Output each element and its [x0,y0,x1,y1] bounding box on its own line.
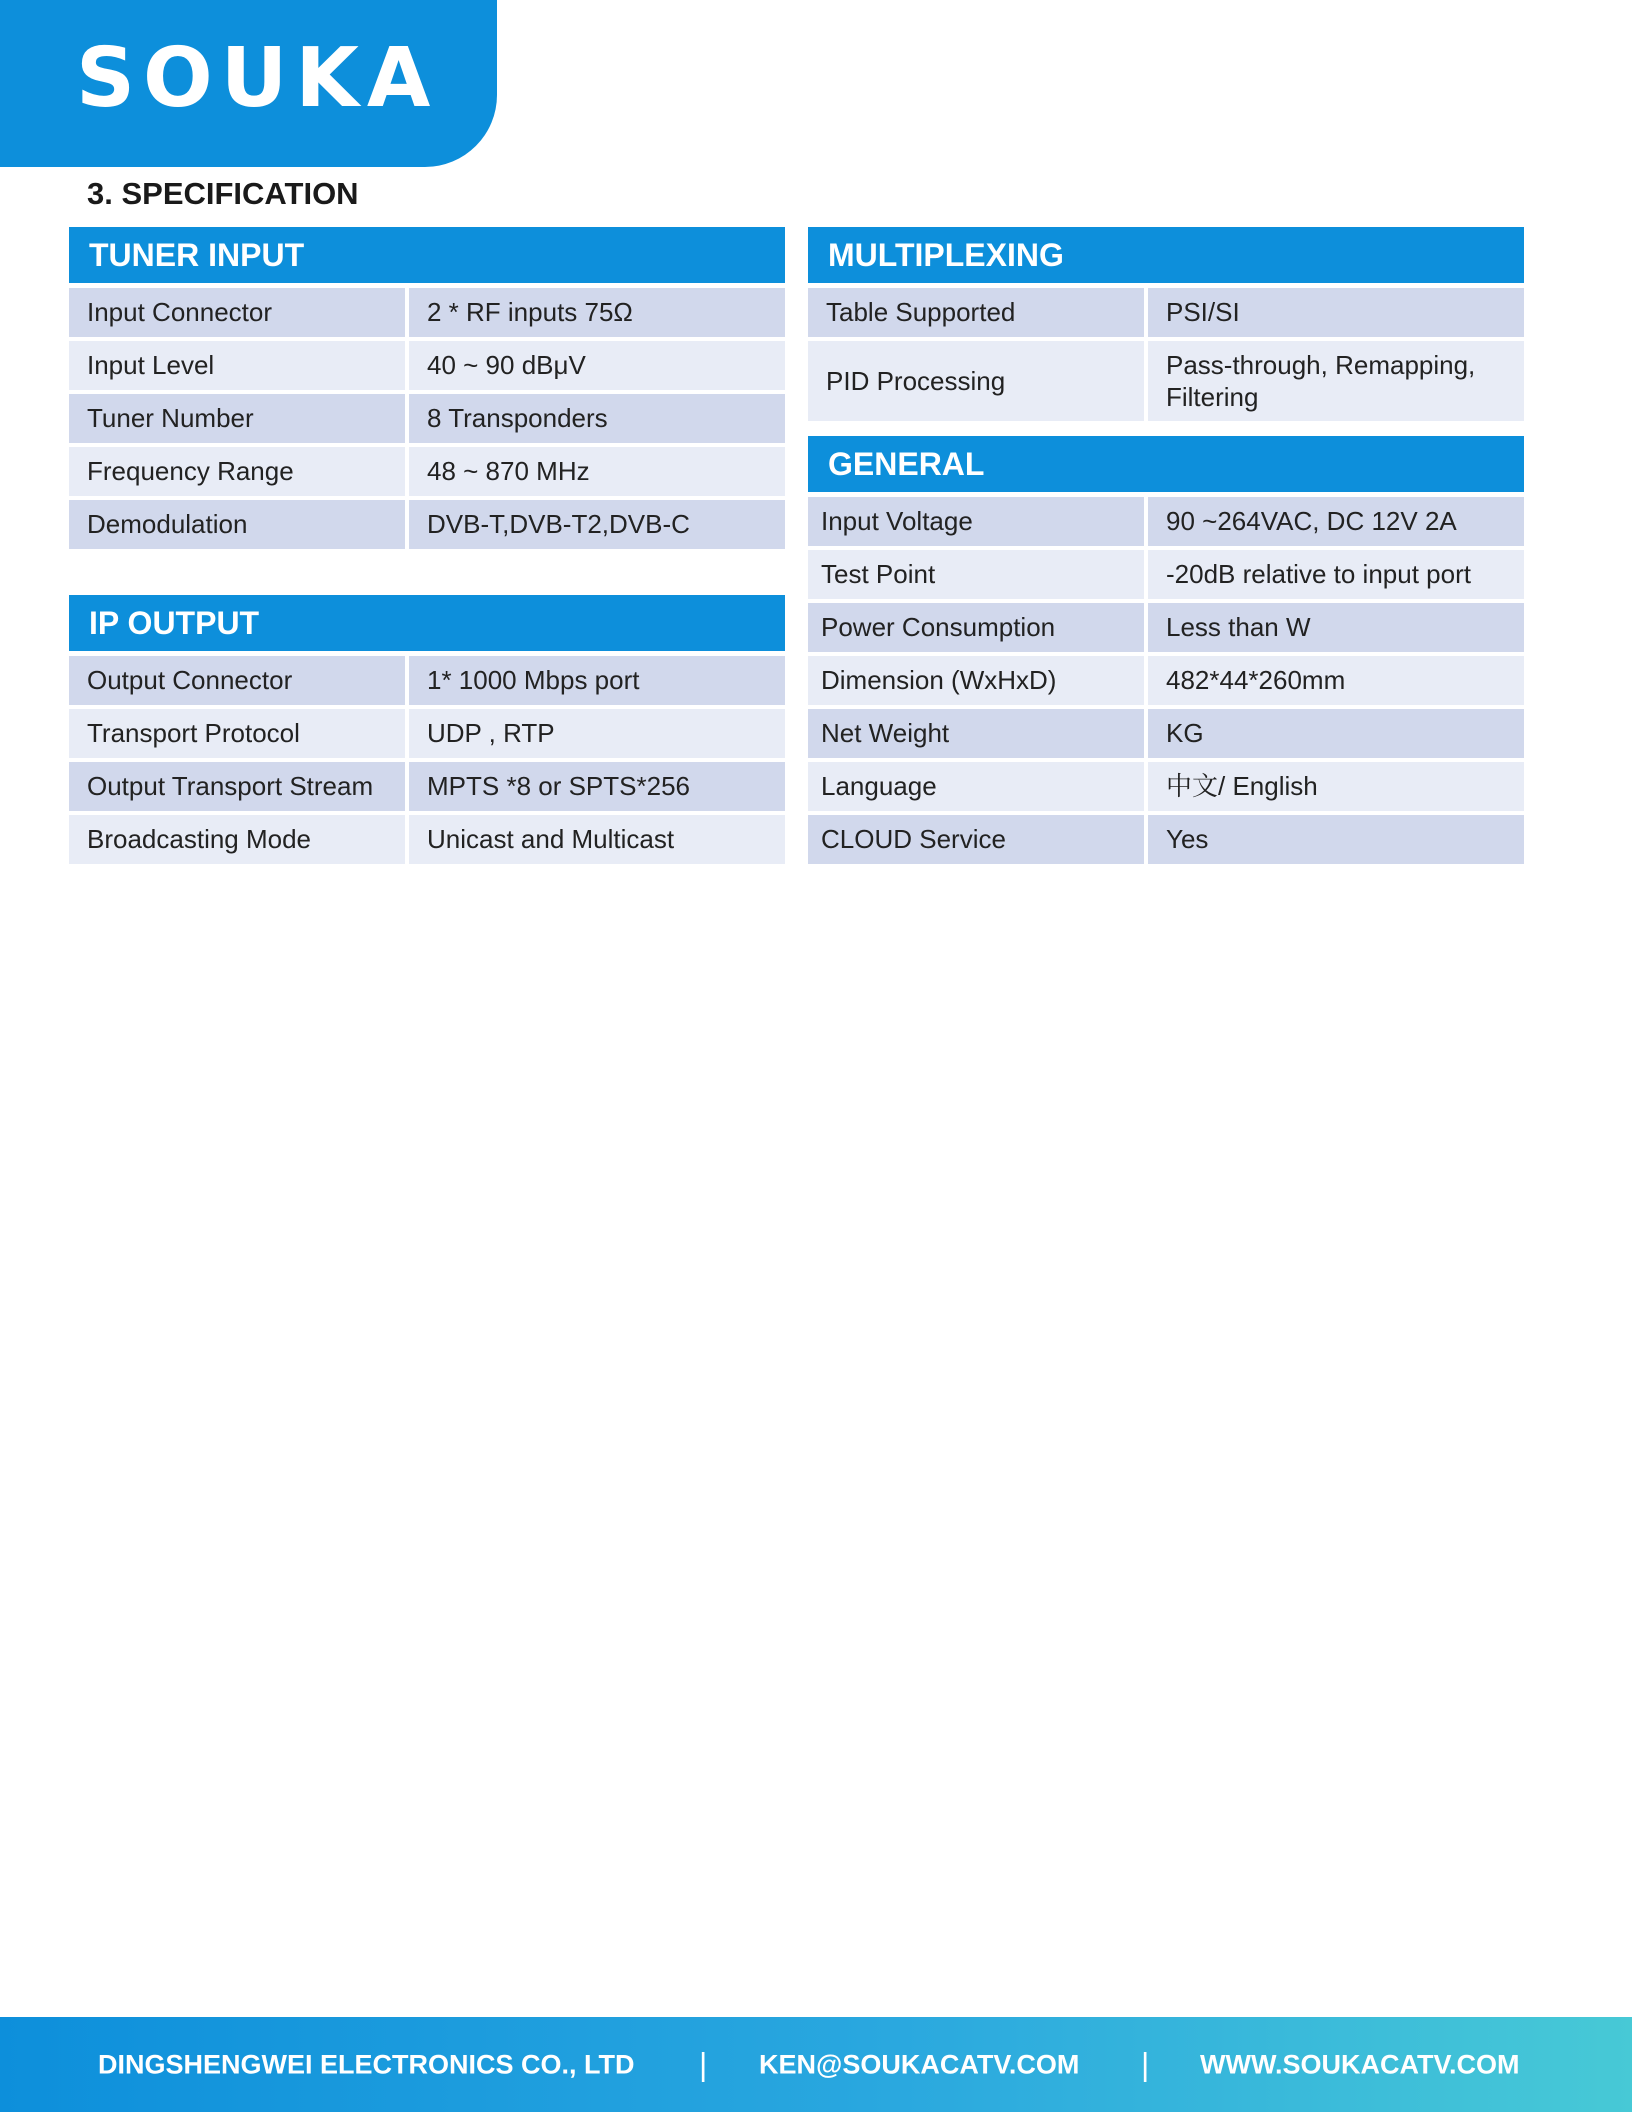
spec-row [69,656,785,705]
spec-label: Test Point [808,550,1144,599]
spec-label: Output Connector [69,656,405,705]
spec-row [808,550,1524,599]
footer-company: DINGSHENGWEI ELECTRONICS CO., LTD [98,2049,635,2079]
brand-logo: SOUKA [76,31,439,126]
spec-value: Yes [1148,815,1524,864]
spec-row [69,394,785,443]
spec-row [808,603,1524,652]
spec-value: -20dB relative to input port [1148,550,1524,599]
spec-label: Frequency Range [69,447,405,496]
section-heading: 3. SPECIFICATION [87,176,359,211]
spec-value: 2 * RF inputs 75Ω [409,288,785,337]
spec-label: Tuner Number [69,394,405,443]
spec-row [808,497,1524,546]
panel-title: GENERAL [808,436,1524,492]
spec-value: 1* 1000 Mbps port [409,656,785,705]
spec-value: 8 Transponders [409,394,785,443]
spec-value: 482*44*260mm [1148,656,1524,705]
spec-row [69,341,785,390]
spec-value: Less than W [1148,603,1524,652]
spec-row [69,500,785,549]
ip-output-panel [69,595,785,868]
spec-row [808,656,1524,705]
spec-value: 90 ~264VAC, DC 12V 2A [1148,497,1524,546]
spec-value: KG [1148,709,1524,758]
spec-value: MPTS *8 or SPTS*256 [409,762,785,811]
footer-email[interactable]: KEN@SOUKACATV.COM [759,2049,1080,2079]
logo-banner [0,0,497,167]
spec-value: PSI/SI [1148,288,1524,337]
panel-title: TUNER INPUT [69,227,785,283]
spec-label: Demodulation [69,500,405,549]
spec-label: Language [808,762,1144,811]
spec-label: Power Consumption [808,603,1144,652]
spec-value: UDP , RTP [409,709,785,758]
spec-row [69,762,785,811]
spec-label: Table Supported [808,288,1144,337]
spec-value: DVB-T,DVB-T2,DVB-C [409,500,785,549]
spec-label: Transport Protocol [69,709,405,758]
spec-value: Unicast and Multicast [409,815,785,864]
tuner-input-panel [69,227,785,553]
spec-value: Pass-through, Remapping, Filtering [1148,341,1524,421]
spec-row [69,709,785,758]
footer-website[interactable]: WWW.SOUKACATV.COM [1200,2049,1520,2079]
panel-title: MULTIPLEXING [808,227,1524,283]
footer-separator: | [1141,2046,1150,2082]
spec-row [69,815,785,864]
footer-bar [0,2017,1632,2112]
panel-title: IP OUTPUT [69,595,785,651]
spec-label: Broadcasting Mode [69,815,405,864]
multiplexing-panel [808,227,1524,425]
spec-value: 中文/ English [1148,762,1524,811]
spec-label: Dimension (WxHxD) [808,656,1144,705]
spec-row [808,709,1524,758]
spec-label: Input Voltage [808,497,1144,546]
spec-label: Net Weight [808,709,1144,758]
spec-label: Output Transport Stream [69,762,405,811]
spec-label: CLOUD Service [808,815,1144,864]
general-panel [808,436,1524,868]
spec-row [808,341,1524,421]
spec-label: PID Processing [808,341,1144,421]
spec-row [808,762,1524,811]
spec-value: 48 ~ 870 MHz [409,447,785,496]
spec-label: Input Level [69,341,405,390]
spec-row [808,288,1524,337]
spec-row [69,447,785,496]
footer-separator: | [699,2046,708,2082]
spec-label: Input Connector [69,288,405,337]
spec-value: 40 ~ 90 dBμV [409,341,785,390]
spec-row [69,288,785,337]
spec-row [808,815,1524,864]
